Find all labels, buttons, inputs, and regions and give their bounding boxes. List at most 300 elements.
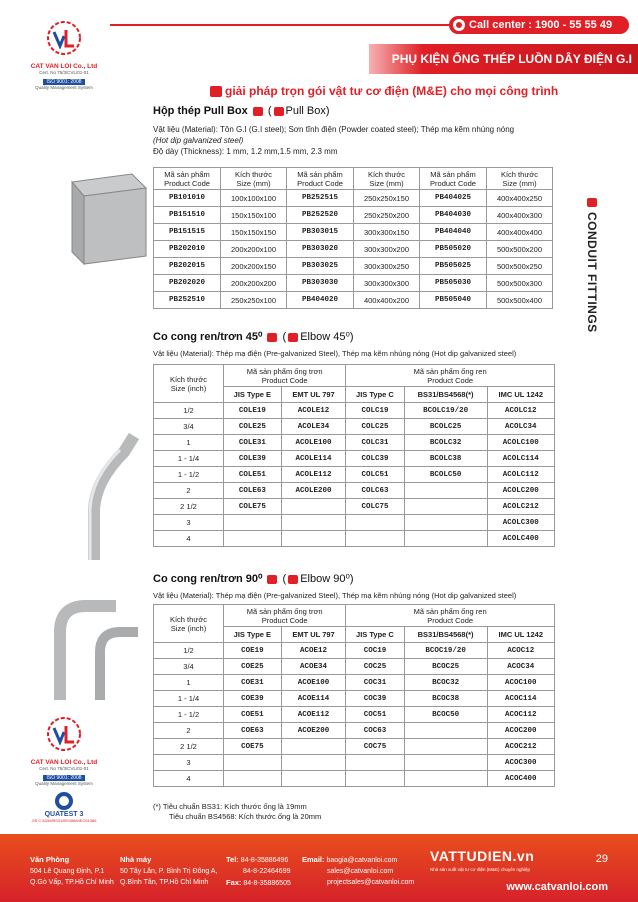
table-row <box>154 207 553 224</box>
col-header-en: Size (inch) <box>170 623 207 633</box>
standard-col-header: JIS Type C <box>346 387 404 403</box>
size-cell: 1/2 <box>154 643 224 659</box>
company-logo-bottom <box>24 714 104 823</box>
table-row <box>154 771 555 787</box>
pull-box-image <box>62 172 148 266</box>
col-header-en: Size (mm) <box>236 178 271 188</box>
footer-phone <box>226 854 291 889</box>
size-cell: 1 <box>154 675 224 691</box>
product-code-cell: COE63 <box>224 723 282 739</box>
size-col-header <box>154 605 224 643</box>
vl-logo-icon <box>288 333 298 342</box>
standard-col-header: IMC UL 1242 <box>487 387 554 403</box>
elbow45-title-en: ( Elbow 45⁰) <box>282 331 354 343</box>
col-header-vi: Mã sản phẩm ống trơn <box>246 606 323 616</box>
col-header-en: Product Code <box>427 375 474 385</box>
cert-number: Cert. No 75/3/CVL/01-01 <box>39 70 89 75</box>
product-code-cell: COLC63 <box>346 483 404 499</box>
product-code-cell: ACOLC12 <box>487 403 554 419</box>
product-code-cell: ACOC12 <box>487 643 554 659</box>
product-code-cell: BCOLC32 <box>404 435 487 451</box>
size-cell: 250x250x100 <box>221 292 287 309</box>
product-code-cell: COLC39 <box>346 451 404 467</box>
pullbox-col-header <box>286 168 353 190</box>
product-code-cell: BCOC19/20 <box>404 643 487 659</box>
size-cell: 500x500x200 <box>487 241 553 258</box>
product-code-cell: ACOE34 <box>281 659 346 675</box>
pullbox-desc-line2: (Hot dip galvanized steel) <box>153 136 244 145</box>
vl-logo-icon <box>274 107 284 116</box>
factory-line2: Q.Bình Tân, TP.Hồ Chí Minh <box>120 879 209 886</box>
footer-office <box>30 854 114 888</box>
tel-1: 84-8-35886496 <box>240 857 289 864</box>
vl-logo-icon <box>210 86 222 97</box>
product-code-cell: BCOLC50 <box>404 467 487 483</box>
col-header-en: Size (inch) <box>170 383 207 393</box>
product-code-cell: PB303015 <box>286 224 353 241</box>
product-code-cell: ACOE112 <box>281 707 346 723</box>
product-code-cell: COE31 <box>224 675 282 691</box>
iso-badge: ISO 9001: 2008 <box>43 775 84 781</box>
elbow45-table <box>153 364 555 547</box>
col-header-vi: Mã sản phẩm <box>430 169 476 179</box>
product-code-cell: PB101010 <box>154 190 221 207</box>
plain-pipe-group-header <box>224 365 346 387</box>
size-cell: 2 <box>154 723 224 739</box>
product-code-cell <box>224 771 282 787</box>
product-code-cell: COLE51 <box>224 467 282 483</box>
product-code-cell: ACOC100 <box>487 675 554 691</box>
product-code-cell <box>404 723 487 739</box>
product-code-cell: ACOLC400 <box>487 531 554 547</box>
product-code-cell: COLE25 <box>224 419 282 435</box>
product-code-cell: ACOC400 <box>487 771 554 787</box>
footer-email <box>302 854 414 888</box>
table-row <box>154 659 555 675</box>
product-code-cell <box>281 531 346 547</box>
size-cell: 3 <box>154 755 224 771</box>
size-cell: 1 - 1/2 <box>154 707 224 723</box>
standards-note <box>153 802 321 822</box>
cvl-logo-icon <box>44 18 84 58</box>
size-cell: 200x200x100 <box>221 241 287 258</box>
product-code-cell: PB252520 <box>286 207 353 224</box>
size-cell: 250x250x200 <box>354 207 420 224</box>
note-line2: Tiêu chuẩn BS4568: Kích thước ống là 20mm <box>169 812 322 821</box>
email-3[interactable]: projectsales@catvanloi.com <box>327 879 415 886</box>
col-header-en: Product Code <box>261 375 308 385</box>
elbow90-table <box>153 604 555 787</box>
col-header-vi: Kích thước <box>367 169 406 179</box>
slogan-text: giải pháp trọn gói vật tư cơ điện (M&E) cho mọi công trình <box>225 84 559 98</box>
pullbox-col-header <box>419 168 486 190</box>
table-row <box>154 403 555 419</box>
size-cell: 1 <box>154 435 224 451</box>
table-row <box>154 515 555 531</box>
note-line1: (*) Tiêu chuẩn BS31: Kích thước ống là 19mm <box>153 802 307 811</box>
iso-badge: ISO 9001: 2008 <box>43 79 84 85</box>
product-code-cell: ACOE114 <box>281 691 346 707</box>
product-code-cell: PB404020 <box>286 292 353 309</box>
pullbox-desc-line3: Độ dày (Thickness): 1 mm, 1.2 mm,1.5 mm, 2.3 mm <box>153 147 338 156</box>
size-cell: 500x500x300 <box>487 275 553 292</box>
product-code-cell: COLC51 <box>346 467 404 483</box>
pullbox-title-vi: Hộp thép Pull Box <box>153 105 248 117</box>
threaded-pipe-group-header <box>346 365 555 387</box>
product-code-cell: COC39 <box>346 691 404 707</box>
call-center-badge <box>449 16 629 34</box>
product-code-cell <box>404 483 487 499</box>
side-label-text: CONDUIT FITTINGS <box>585 212 599 333</box>
product-code-cell <box>224 531 282 547</box>
table-row <box>154 691 555 707</box>
size-cell: 3/4 <box>154 659 224 675</box>
product-code-cell: ACOC300 <box>487 755 554 771</box>
elbow90-title-en-text: Elbow 90⁰ <box>300 573 350 585</box>
product-code-cell: BCOLC38 <box>404 451 487 467</box>
product-code-cell <box>281 755 346 771</box>
email-2[interactable]: sales@catvanloi.com <box>327 868 394 875</box>
pullbox-table <box>153 167 553 309</box>
elbow90-title-en: ( Elbow 90⁰) <box>282 573 354 585</box>
standard-col-header: JIS Type C <box>346 627 404 643</box>
product-code-cell: COC75 <box>346 739 404 755</box>
vattudien-brand <box>430 848 534 873</box>
product-code-cell: ACOLE112 <box>281 467 346 483</box>
company-name: CAT VAN LOI Co., Ltd <box>30 63 98 70</box>
product-code-cell <box>404 771 487 787</box>
product-code-cell: ACOLE12 <box>281 403 346 419</box>
standard-col-header: BS31/BS4568(*) <box>404 627 487 643</box>
table-row <box>154 707 555 723</box>
qms-label: Quality Management System <box>35 85 93 90</box>
qms-label: Quality Management System <box>35 781 93 786</box>
quatest-seal-icon <box>54 791 74 811</box>
elbow45-title-en-text: Elbow 45⁰ <box>300 331 350 343</box>
product-code-cell: COLE39 <box>224 451 282 467</box>
col-header-en: Product Code <box>261 615 308 625</box>
product-code-cell: PB303020 <box>286 241 353 258</box>
elbow45-desc: Vật liệu (Material): Thép mạ điện (Pre-galvanized Steel), Thép mạ kẽm nhúng nóng (Hot dip galvanized steel) <box>153 349 517 358</box>
col-header-vi: Kích thước <box>169 614 208 624</box>
vl-logo-icon <box>267 333 277 342</box>
size-cell: 2 1/2 <box>154 499 224 515</box>
product-code-cell: ACOC212 <box>487 739 554 755</box>
email-label: Email: <box>302 855 325 864</box>
product-code-cell: ACOE200 <box>281 723 346 739</box>
product-code-cell: COE39 <box>224 691 282 707</box>
company-logo-top <box>24 18 104 91</box>
fax-label: Fax: <box>226 878 242 887</box>
table-row <box>154 275 553 292</box>
product-code-cell <box>404 515 487 531</box>
size-cell: 3 <box>154 515 224 531</box>
product-code-cell: COC25 <box>346 659 404 675</box>
product-code-cell: ACOLC200 <box>487 483 554 499</box>
col-header-en: Product Code <box>164 178 210 188</box>
product-code-cell: BCOLC19/20 <box>404 403 487 419</box>
company-name: CAT VAN LOI Co., Ltd <box>30 759 98 766</box>
elbow90-desc: Vật liệu (Material): Thép mạ điện (Pre-galvanized Steel), Thép mạ kẽm nhúng nóng (Hot dip galvanized steel) <box>153 591 517 600</box>
col-header-en: Product Code <box>297 178 343 188</box>
size-cell: 300x300x200 <box>354 241 420 258</box>
standard-col-header: EMT UL 797 <box>281 387 346 403</box>
product-code-cell <box>404 739 487 755</box>
size-cell: 400x400x200 <box>354 292 420 309</box>
table-row <box>154 643 555 659</box>
vl-logo-icon <box>253 107 263 116</box>
product-code-cell <box>281 739 346 755</box>
elbow-90-image <box>40 592 150 702</box>
product-code-cell: ACOLC300 <box>487 515 554 531</box>
standard-col-header: JIS Type E <box>224 627 282 643</box>
pullbox-title-en-text: Pull Box <box>285 105 326 117</box>
standard-col-header: BS31/BS4568(*) <box>404 387 487 403</box>
product-code-cell: ACOC200 <box>487 723 554 739</box>
size-cell: 400x400x400 <box>487 224 553 241</box>
pullbox-desc-line1: Vật liệu (Material): Tôn G.I (G.I steel); Sơn tĩnh điện (Powder coated steel); Thép mạ kẽm nhúng nóng <box>153 125 515 134</box>
col-header-en: Product Code <box>427 615 474 625</box>
size-cell: 2 <box>154 483 224 499</box>
product-code-cell: BCOC25 <box>404 659 487 675</box>
product-code-cell: COLC75 <box>346 499 404 515</box>
pullbox-desc <box>153 124 514 157</box>
col-header-vi: Mã sản phẩm <box>297 169 343 179</box>
product-code-cell: PB404025 <box>419 190 486 207</box>
fax-number: 84-8-35886505 <box>243 880 291 887</box>
col-header-en: Size (mm) <box>502 178 537 188</box>
size-cell: 1 - 1/2 <box>154 467 224 483</box>
table-row <box>154 451 555 467</box>
product-code-cell: PB151515 <box>154 224 221 241</box>
product-code-cell: COE75 <box>224 739 282 755</box>
footer <box>0 834 638 902</box>
vl-logo-icon <box>288 575 298 584</box>
product-code-cell: ACOE12 <box>281 643 346 659</box>
product-code-cell: ACOLC100 <box>487 435 554 451</box>
col-header-vi: Kích thước <box>234 169 273 179</box>
product-code-cell: COE19 <box>224 643 282 659</box>
table-row <box>154 531 555 547</box>
table-row <box>154 190 553 207</box>
size-cell: 200x200x150 <box>221 258 287 275</box>
cert-number: Cert. No 75/3/CVL/01-01 <box>39 766 89 771</box>
page-number: 29 <box>595 853 608 865</box>
category-title: PHỤ KIỆN ỐNG THÉP LUỒN DÂY ĐIỆN G.I <box>391 52 632 66</box>
product-code-cell: COC63 <box>346 723 404 739</box>
threaded-pipe-group-header <box>346 605 555 627</box>
size-cell: 500x500x250 <box>487 258 553 275</box>
header-row <box>154 365 555 387</box>
product-code-cell <box>224 755 282 771</box>
table-row <box>154 224 553 241</box>
product-code-cell: ACOC34 <box>487 659 554 675</box>
size-cell: 400x400x300 <box>487 207 553 224</box>
pullbox-title <box>153 105 330 117</box>
size-cell: 200x200x200 <box>221 275 287 292</box>
product-code-cell: BCOC32 <box>404 675 487 691</box>
call-center-text: Call center : 1900 - 55 55 49 <box>469 19 613 31</box>
product-code-cell: PB202015 <box>154 258 221 275</box>
product-code-cell: ACOLE200 <box>281 483 346 499</box>
product-code-cell: PB303025 <box>286 258 353 275</box>
product-code-cell: COLE63 <box>224 483 282 499</box>
elbow90-title-vi: Co cong ren/trơn 90⁰ <box>153 573 263 585</box>
vattudien-logo: VATTUDIEN.vn <box>430 848 535 864</box>
standard-col-header: JIS Type E <box>224 387 282 403</box>
product-code-cell: PB505030 <box>419 275 486 292</box>
table-row <box>154 675 555 691</box>
table-row <box>154 467 555 483</box>
pullbox-col-header <box>154 168 221 190</box>
pullbox-col-header <box>221 168 287 190</box>
col-header-en: Size (mm) <box>369 178 404 188</box>
vattudien-tagline: Nhà sản xuất vật tư cơ điện (M&E) chuyên nghiệp <box>430 867 531 872</box>
product-code-cell: PB404030 <box>419 207 486 224</box>
product-code-cell: ACOLC112 <box>487 467 554 483</box>
tel-label: Tel: <box>226 855 239 864</box>
table-row <box>154 435 555 451</box>
col-header-vi: Mã sản phẩm ống ren <box>413 606 487 616</box>
size-cell: 4 <box>154 531 224 547</box>
table-row <box>154 739 555 755</box>
size-cell: 500x500x400 <box>487 292 553 309</box>
quatest-label: QUATEST 3 <box>44 811 84 818</box>
table-row <box>154 292 553 309</box>
table-row <box>154 258 553 275</box>
size-col-header <box>154 365 224 403</box>
size-cell: 300x300x250 <box>354 258 420 275</box>
size-cell: 4 <box>154 771 224 787</box>
product-code-cell: PB151510 <box>154 207 221 224</box>
product-code-cell: COC19 <box>346 643 404 659</box>
size-cell: 1 - 1/4 <box>154 451 224 467</box>
standard-col-header: IMC UL 1242 <box>487 627 554 643</box>
factory-title: Nhà máy <box>120 855 152 864</box>
table-row <box>154 483 555 499</box>
product-code-cell: COE51 <box>224 707 282 723</box>
product-code-cell: PB252515 <box>286 190 353 207</box>
phone-icon <box>453 19 465 31</box>
table-row <box>154 755 555 771</box>
office-line2: Q.Gò Vấp, TP.Hồ Chí Minh <box>30 879 114 886</box>
product-code-cell: PB252510 <box>154 292 221 309</box>
product-code-cell <box>281 771 346 787</box>
side-category-label <box>583 212 603 352</box>
product-code-cell <box>224 515 282 531</box>
product-code-cell <box>346 515 404 531</box>
standard-col-header: EMT UL 797 <box>281 627 346 643</box>
office-title: Văn Phòng <box>30 855 70 864</box>
product-code-cell: ACOLC212 <box>487 499 554 515</box>
product-code-cell: PB202010 <box>154 241 221 258</box>
product-code-cell: BCOC38 <box>404 691 487 707</box>
product-code-cell: COC51 <box>346 707 404 723</box>
product-code-cell: COE25 <box>224 659 282 675</box>
product-code-cell: ACOLE114 <box>281 451 346 467</box>
vl-logo-icon <box>587 198 597 207</box>
cvl-logo-icon <box>44 714 84 754</box>
pullbox-col-header <box>354 168 420 190</box>
product-code-cell: ACOLC34 <box>487 419 554 435</box>
tel-2: 84-8-22464699 <box>243 868 291 875</box>
product-code-cell <box>281 515 346 531</box>
product-code-cell: COLC25 <box>346 419 404 435</box>
pullbox-col-header <box>487 168 553 190</box>
size-cell: 1 - 1/4 <box>154 691 224 707</box>
col-header-vi: Kích thước <box>169 374 208 384</box>
product-code-cell <box>346 531 404 547</box>
product-code-cell: ACOLE100 <box>281 435 346 451</box>
product-code-cell: ACOLC114 <box>487 451 554 467</box>
elbow-45-image <box>80 432 150 562</box>
size-cell: 300x300x150 <box>354 224 420 241</box>
col-header-vi: Mã sản phẩm ống trơn <box>246 366 323 376</box>
category-banner <box>369 44 638 74</box>
email-1[interactable]: baogia@catvanloi.com <box>326 857 398 864</box>
header-divider <box>110 24 450 26</box>
website-link[interactable]: www.catvanloi.com <box>506 881 608 893</box>
product-code-cell <box>404 755 487 771</box>
pullbox-title-en: ( Pull Box) <box>267 105 330 117</box>
factory-line1: 50 Tây Lân, P. Bình Trị Đông A, <box>120 868 218 875</box>
product-code-cell: ACOC112 <box>487 707 554 723</box>
product-code-cell: ACOE100 <box>281 675 346 691</box>
elbow45-title-vi: Co cong ren/trơn 45⁰ <box>153 331 263 343</box>
product-code-cell <box>346 755 404 771</box>
product-code-cell: COC31 <box>346 675 404 691</box>
product-code-cell: PB303030 <box>286 275 353 292</box>
office-line1: 504 Lê Quang Định, P.1 <box>30 868 105 875</box>
product-code-cell: ACOLE34 <box>281 419 346 435</box>
col-header-en: Product Code <box>430 178 476 188</box>
product-code-cell: COLC31 <box>346 435 404 451</box>
size-cell: 3/4 <box>154 419 224 435</box>
col-header-vi: Mã sản phẩm <box>164 169 210 179</box>
product-code-cell <box>404 499 487 515</box>
size-cell: 1/2 <box>154 403 224 419</box>
size-cell: 400x400x250 <box>487 190 553 207</box>
slogan <box>210 84 558 98</box>
product-code-cell: PB404040 <box>419 224 486 241</box>
product-code-cell <box>281 499 346 515</box>
vl-logo-icon <box>267 575 277 584</box>
product-code-cell: BCOC50 <box>404 707 487 723</box>
elbow90-title <box>153 572 354 585</box>
size-cell: 300x300x300 <box>354 275 420 292</box>
col-header-vi: Kích thước <box>500 169 539 179</box>
product-code-cell: PB505020 <box>419 241 486 258</box>
product-code-cell: COLE75 <box>224 499 282 515</box>
product-code-cell: PB202020 <box>154 275 221 292</box>
product-code-cell: BCOLC25 <box>404 419 487 435</box>
product-code-cell: COLC19 <box>346 403 404 419</box>
size-cell: 100x100x100 <box>221 190 287 207</box>
product-code-cell: COLE31 <box>224 435 282 451</box>
product-code-cell: ACOC114 <box>487 691 554 707</box>
plain-pipe-group-header <box>224 605 346 627</box>
elbow45-title <box>153 330 354 343</box>
size-cell: 150x150x150 <box>221 224 287 241</box>
table-row <box>154 723 555 739</box>
product-code-cell: PB505025 <box>419 258 486 275</box>
col-header-vi: Mã sản phẩm ống ren <box>413 366 487 376</box>
size-cell: 150x150x100 <box>221 207 287 224</box>
product-code-cell <box>346 771 404 787</box>
table-row <box>154 499 555 515</box>
size-cell: 2 1/2 <box>154 739 224 755</box>
product-code-cell: PB505040 <box>419 292 486 309</box>
